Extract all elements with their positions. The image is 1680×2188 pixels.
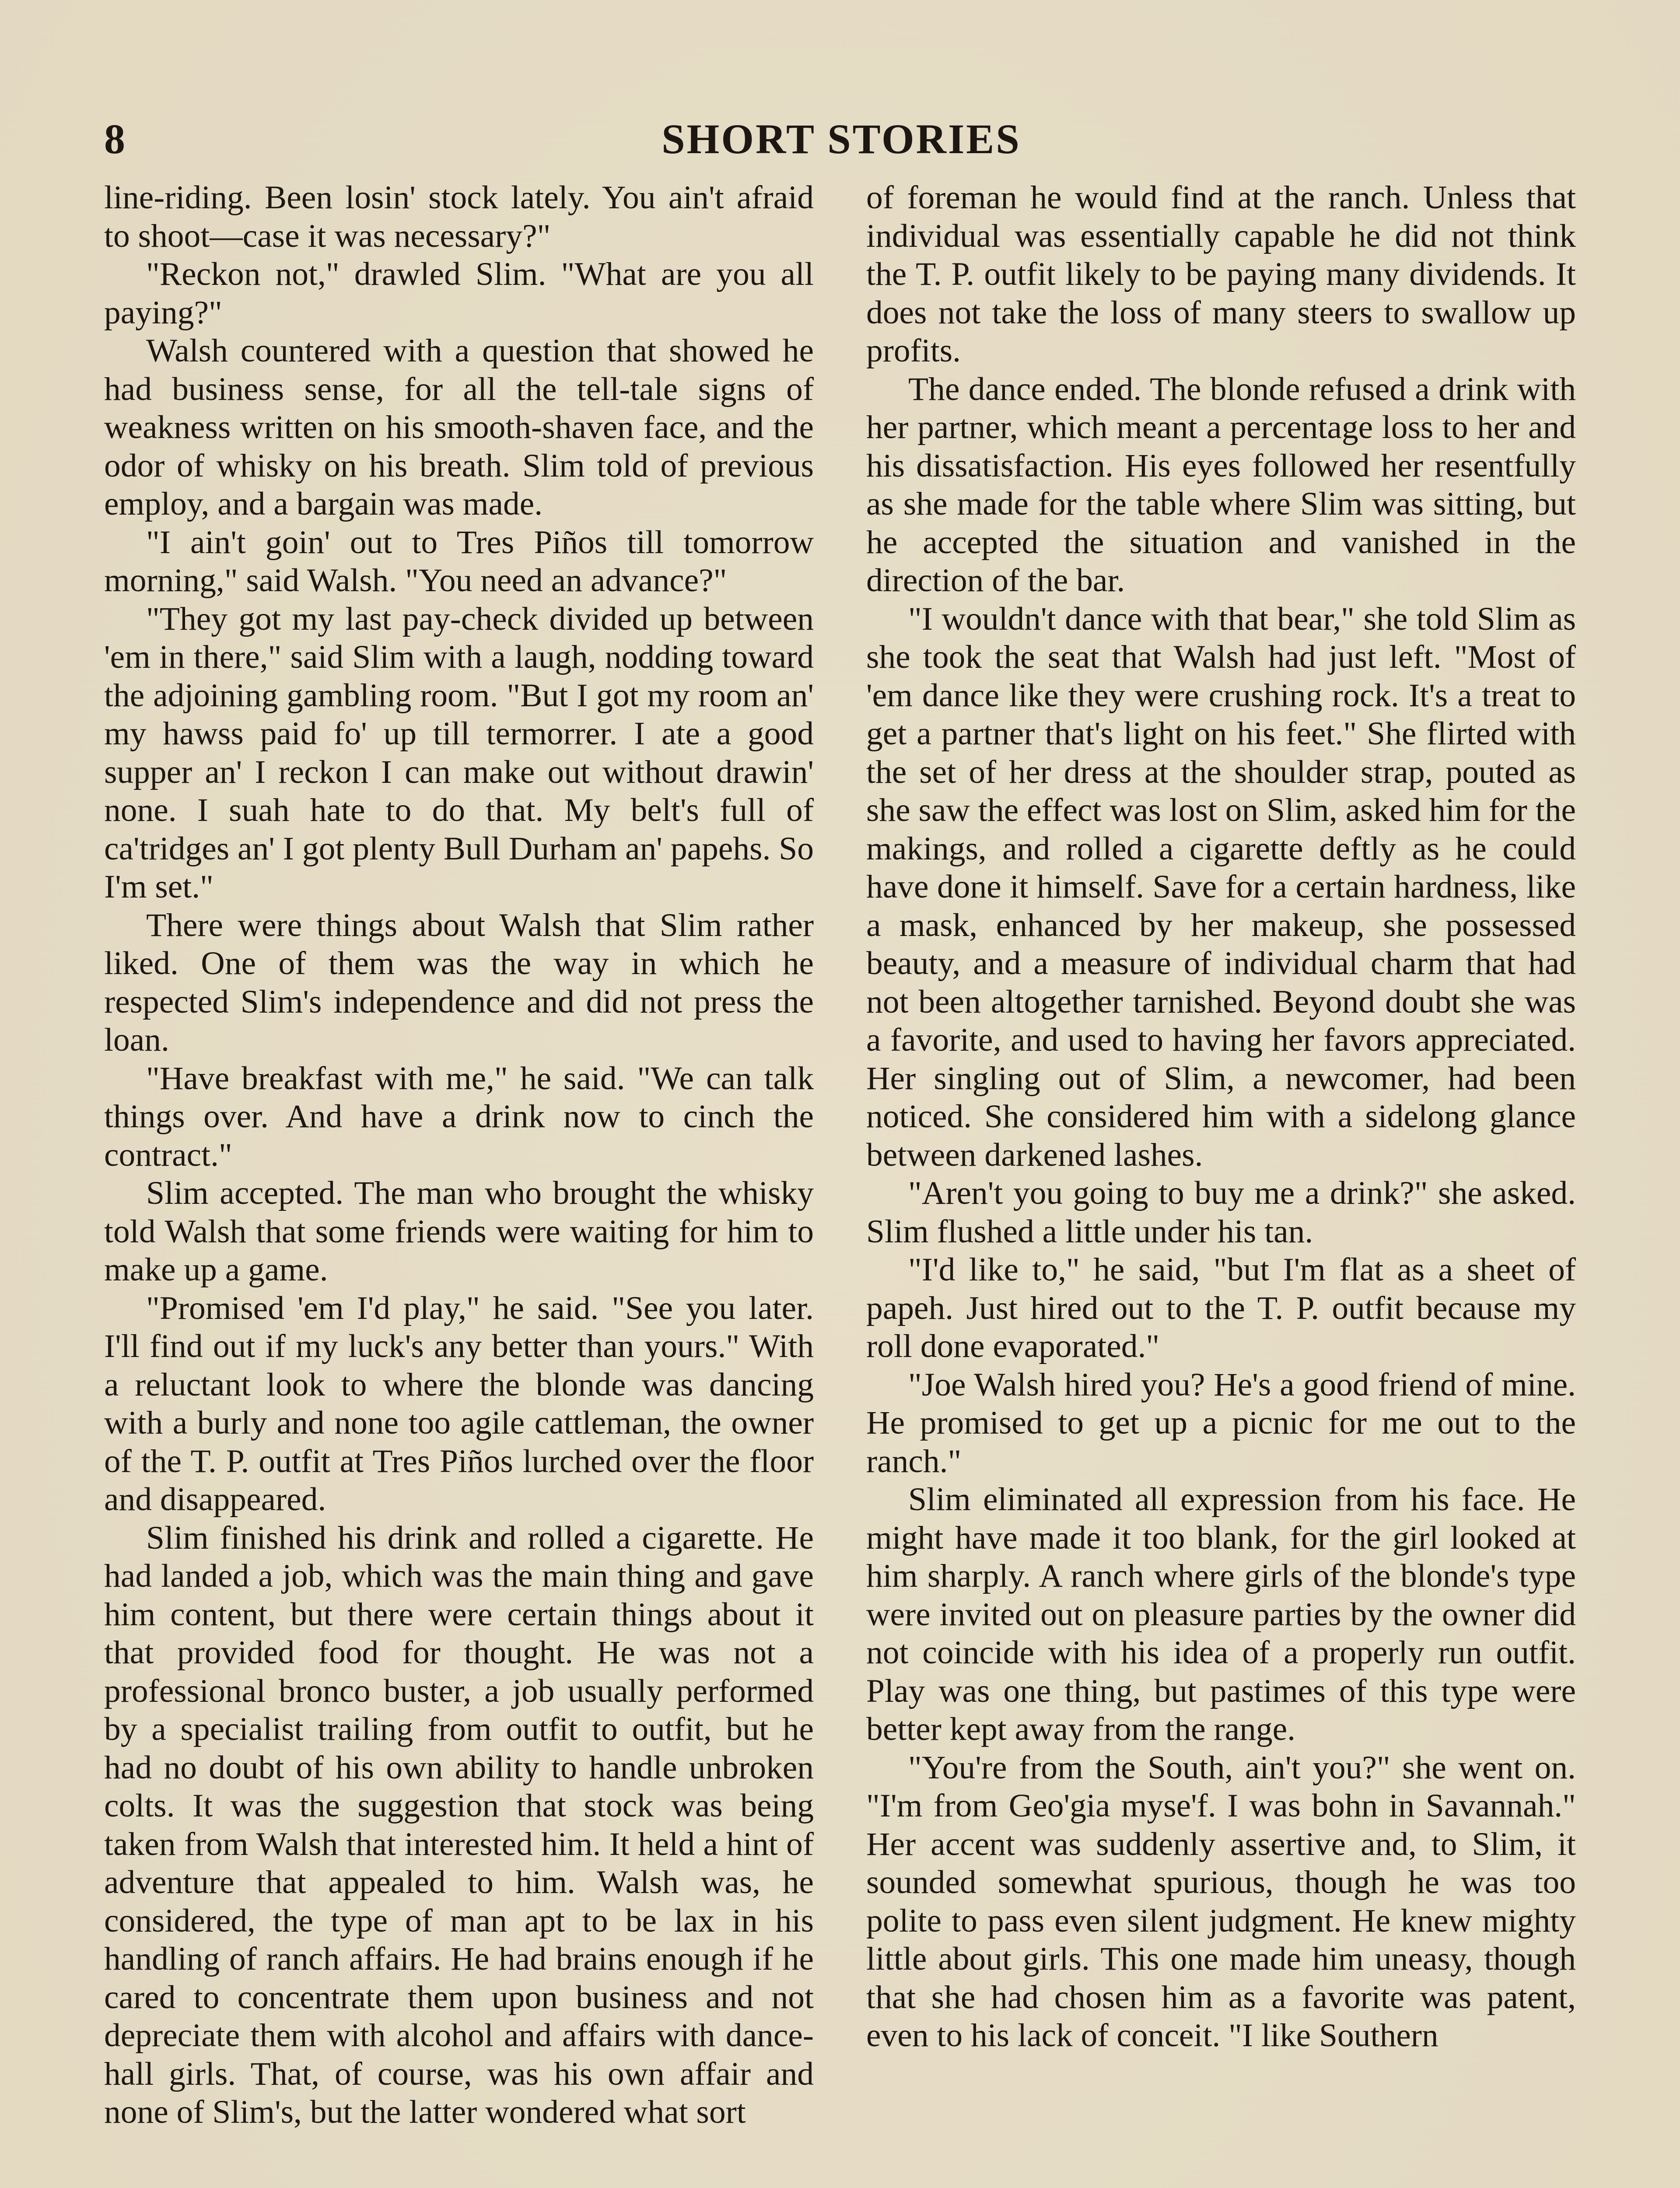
paragraph: Slim eliminated all expression from his face. He might have made it too blank, for the girl looked at him sharply. A ranch where girls of the blonde's type were invited out on pleasure parties by the owner did not coincide with his idea of a properly run outfit. Play was one thing, but pastimes of this type were better kept away from the range. [866,1481,1576,1747]
paragraph: Slim accepted. The man who brought the whisky told Walsh that some friends were waiting for him to make up a game. [104,1175,814,1288]
right-column [866,179,1576,2055]
paragraph: "Reckon not," drawled Slim. "What are you all paying?" [104,256,814,331]
paragraph: "I wouldn't dance with that bear," she told Slim as she took the seat that Walsh had just left. "Most of 'em dance like they were crushing rock. It's a treat to get a partner that's light on his feet." She flirted with the set of her dress at the shoulder strap, pouted as she saw the effect was lost on Slim, asked him for the makings, and rolled a cigarette deftly as he could have done it himself. Save for a certain hardness, like a mask, enhanced by her makeup, she possessed beauty, and a measure of individual charm that had not been altogether tarnished. Beyond doubt she was a favorite, and used to having her favors appreciated. Her singling out of Slim, a newcomer, had been noticed. She considered him with a sidelong glance between darkened lashes. [866,600,1576,1173]
running-head: SHORT STORIES [662,116,1021,162]
paragraph: "Promised 'em I'd play," he said. "See you later. I'll find out if my luck's any better than yours." With a reluctant look to where the blonde was dancing with a burly and none too agile cattleman, the owner of the T. P. outfit at Tres Piños lurched over the floor and disappeared. [104,1290,814,1518]
paragraph: "You're from the South, ain't you?" she went on. "I'm from Geo'gia myse'f. I was bohn in Savannah." Her accent was suddenly assertive and, to Slim, it sounded somewhat spurious, though he was too polite to pass even silent judgment. He knew mighty little about girls. This one made him uneasy, though that she had chosen him as a favorite was patent, even to his lack of conceit. "I like Southern [866,1749,1576,2054]
paragraph: "They got my last pay-check divided up between 'em in there," said Slim with a laugh, nodding toward the adjoining gambling room. "But I got my room an' my hawss paid fo' up till termorrer. I ate a good supper an' I reckon I can make out without drawin' none. I suah hate to do that. My belt's full of ca'tridges an' I got plenty Bull Durham an' papehs. So I'm set." [104,600,814,905]
paragraph: "I'd like to," he said, "but I'm flat as a sheet of papeh. Just hired out to the T. P. outfit because my roll done evaporated." [866,1252,1576,1364]
page-header [104,118,1578,171]
paragraph: The dance ended. The blonde refused a drink with her partner, which meant a percentage loss to her and his dissatisfaction. His eyes followed her resentfully as she made for the table where Slim was sitting, but he accepted the situation and vanished in the direction of the bar. [866,371,1576,599]
paragraph: There were things about Walsh that Slim rather liked. One of them was the way in which he respected Slim's independence and did not press the loan. [104,907,814,1058]
paragraph: of foreman he would find at the ranch. Unless that individual was essentially capable he did not think the T. P. outfit likely to be paying many dividends. It does not take the loss of many steers to swallow up profits. [866,179,1576,369]
paragraph: Walsh countered with a question that showed he had business sense, for all the tell-tale signs of weakness written on his smooth-shaven face, and the odor of whisky on his breath. Slim told of previous employ, and a bargain was made. [104,333,814,522]
paragraph: "Joe Walsh hired you? He's a good friend of mine. He promised to get up a picnic for me out to the ranch." [866,1366,1576,1480]
paragraph: Slim finished his drink and rolled a cigarette. He had landed a job, which was the main thing and gave him content, but there were certain things about it that provided food for thought. He was not a professional bronco buster, a job usually performed by a specialist trailing from outfit to outfit, but he had no doubt of his own ability to handle unbroken colts. It was the suggestion that stock was being taken from Walsh that interested him. It held a hint of adventure that appealed to him. Walsh was, he considered, the type of man apt to be lax in his handling of ranch affairs. He had brains enough if he cared to concentrate them upon business and not depreciate them with alcohol and affairs with dance-hall girls. That, of course, was his own affair and none of Slim's, but the latter wondered what sort [104,1519,814,2130]
paragraph: line-riding. Been losin' stock lately. You ain't afraid to shoot—case it was necessary?" [104,179,814,254]
paragraph: "I ain't goin' out to Tres Piños till tomorrow morning," said Walsh. "You need an advance?" [104,524,814,599]
paragraph: "Aren't you going to buy me a drink?" she asked. Slim flushed a little under his tan. [866,1175,1576,1250]
page-number: 8 [104,116,125,162]
paragraph: "Have breakfast with me," he said. "We can talk things over. And have a drink now to cinch the contract." [104,1060,814,1173]
left-column [104,179,814,2132]
